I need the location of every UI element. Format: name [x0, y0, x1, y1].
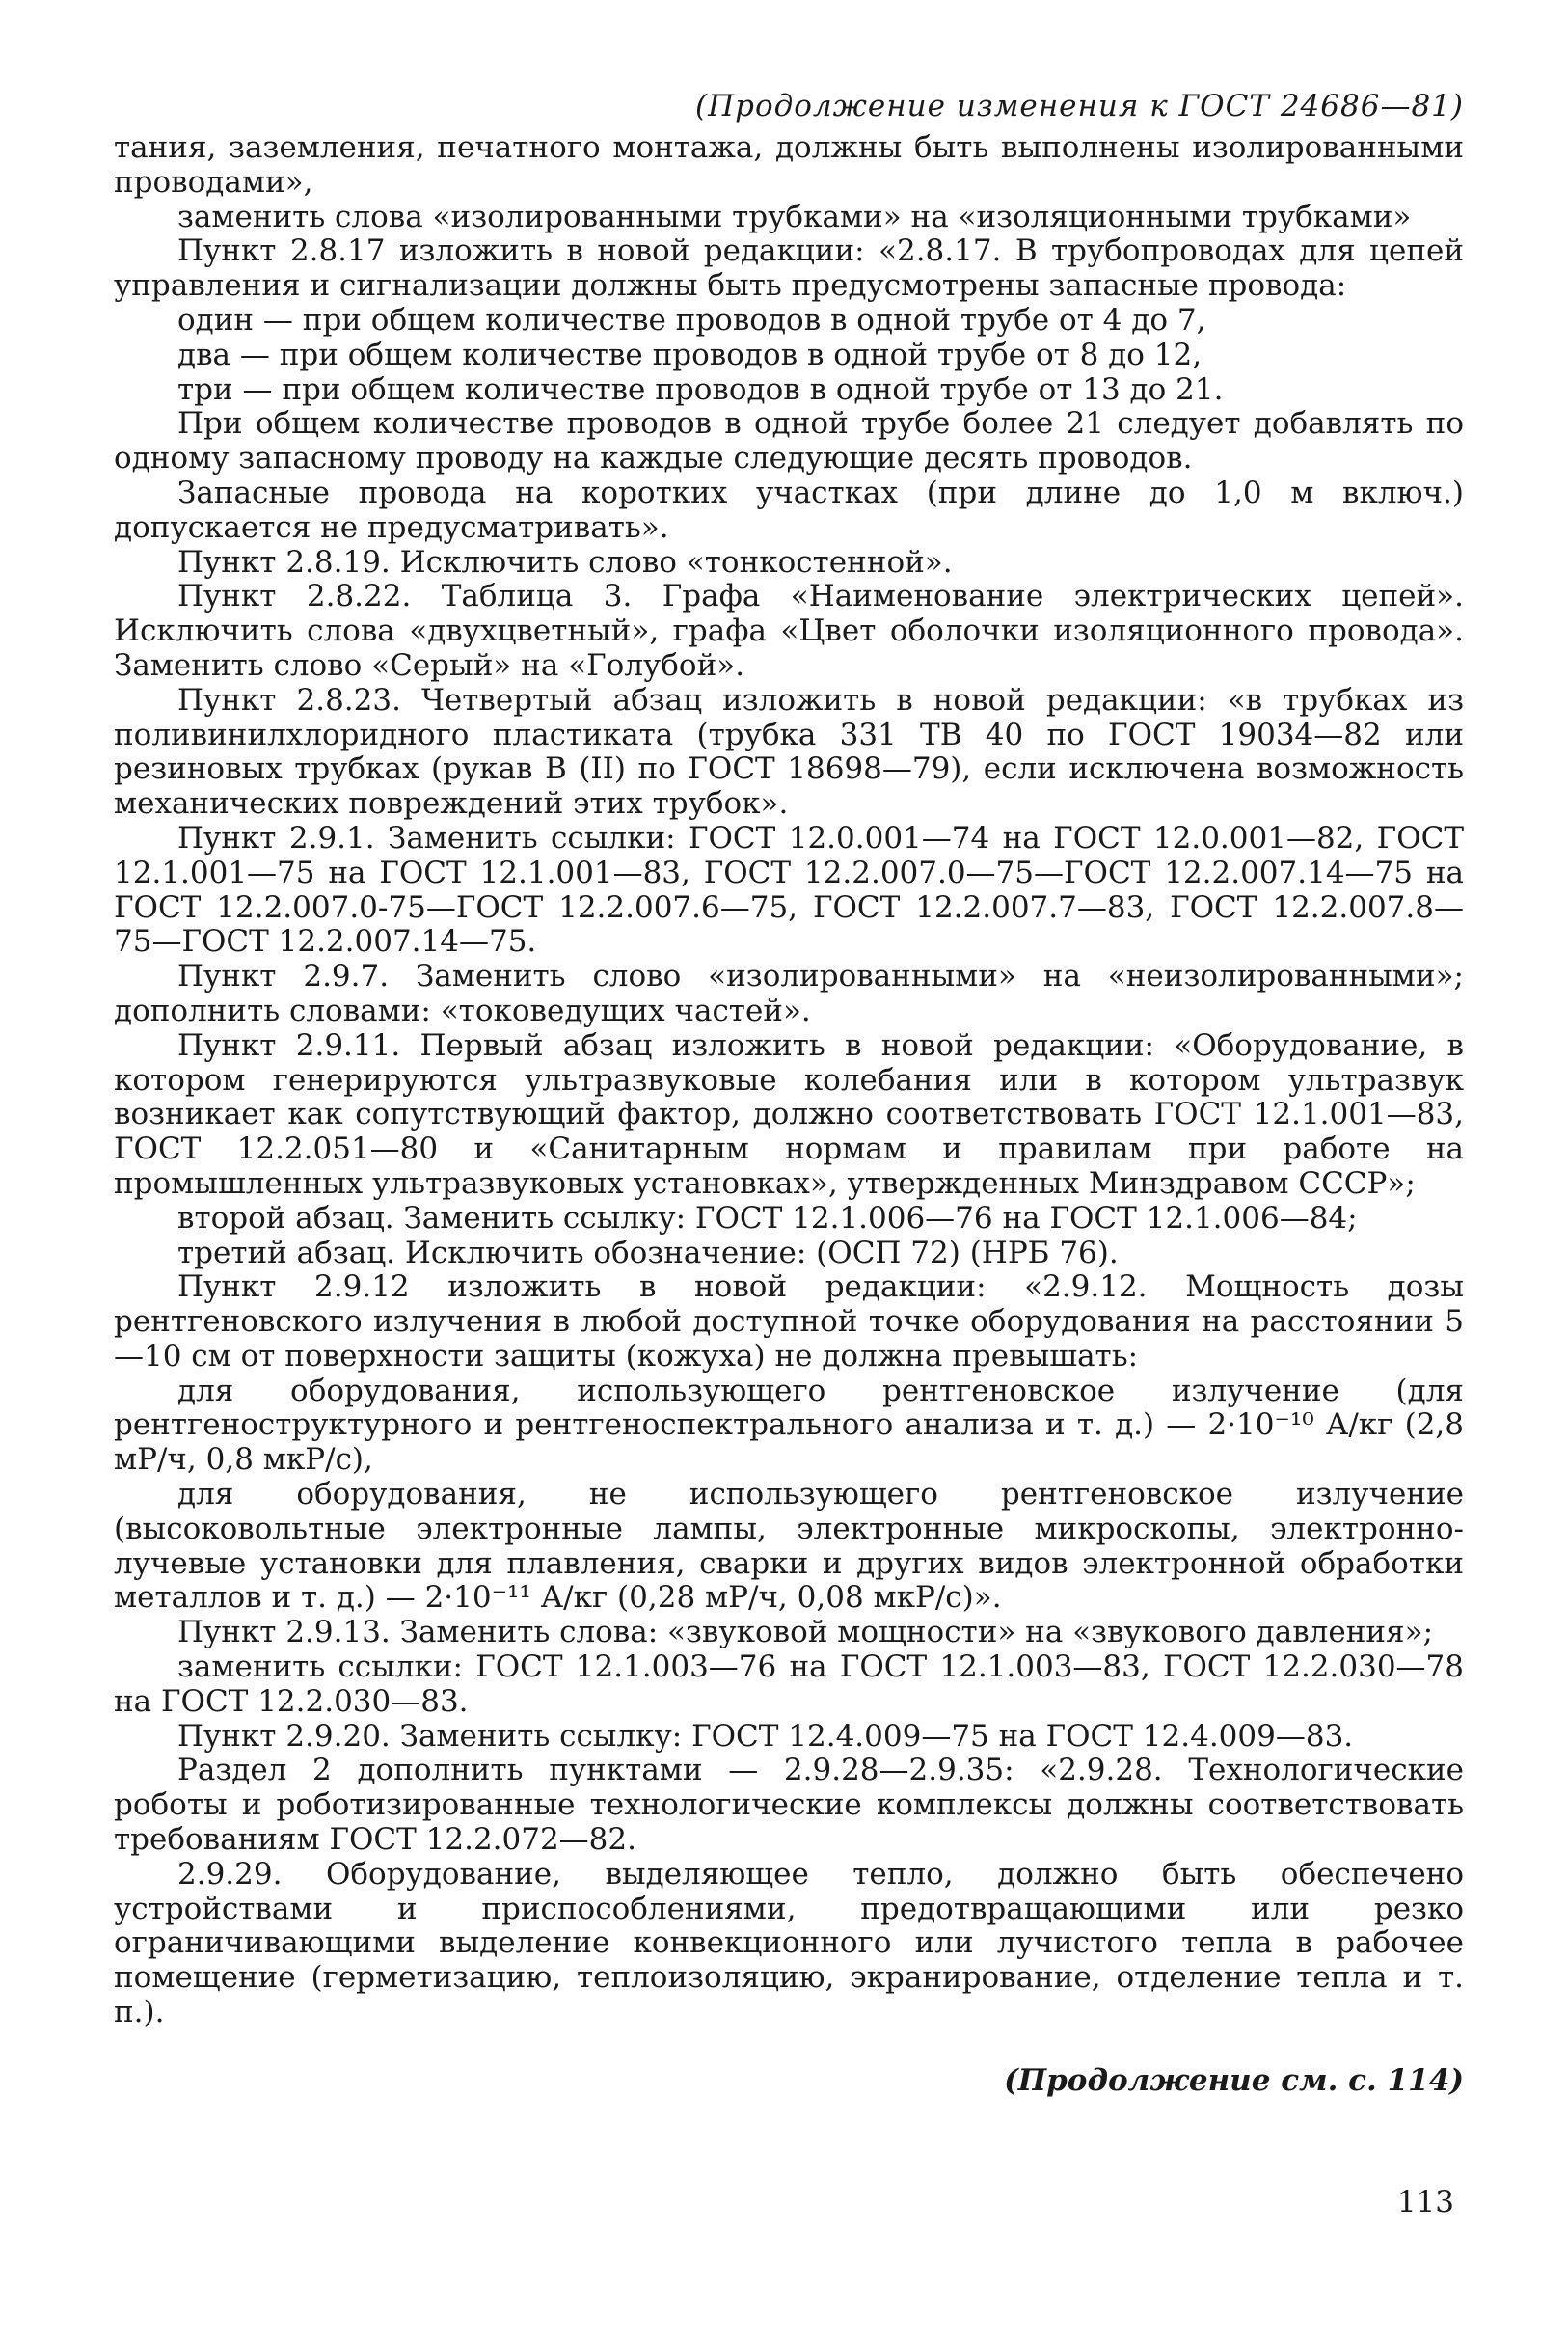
- paragraph: три — при общем количестве проводов в одной трубе от 13 до 21.: [177, 371, 1224, 407]
- paragraph: Пункт 2.9.12 изложить в новой редакции: «2.9.12. Мощность дозы рентгеновского излучения в любой доступной точке оборудования на расстоянии 5—10 см от поверхности защиты (кожуха) не должна превышать:: [114, 1269, 1464, 1374]
- continuation-note: (Продолжение см. с. 114): [1004, 2062, 1464, 2098]
- page-number: 113: [1396, 2185, 1454, 2220]
- paragraph: для оборудования, использующего рентгеновское излучение (для рентгеноструктурного и рентгеноспектрального анализа и т. д.) — 2·10⁻¹⁰ А/кг (2,8 мР/ч, 0,8 мкР/с),: [114, 1373, 1464, 1478]
- paragraph: Пункт 2.9.20. Заменить ссылку: ГОСТ 12.4.009—75 на ГОСТ 12.4.009—83.: [177, 1718, 1354, 1754]
- paragraph: для оборудования, не использующего рентгеновское излучение (высоковольтные электронные лампы, электронные микроскопы, электронно-лучевые установки для плавления, сварки и других видов электронной обработки металлов и т. д.) — 2·10⁻¹¹ А/кг (0,28 мР/ч, 0,08 мкР/с)».: [114, 1477, 1464, 1616]
- body-text: [114, 131, 1464, 2030]
- paragraph: один — при общем количестве проводов в одной трубе от 4 до 7,: [177, 302, 1206, 338]
- paragraph: Пункт 2.9.1. Заменить ссылки: ГОСТ 12.0.001—74 на ГОСТ 12.0.001—82, ГОСТ 12.1.001—75 на ГОСТ 12.1.001—83, ГОСТ 12.2.007.0—75—ГОСТ 12.2.007.14—75 на ГОСТ 12.2.007.0-75—ГОСТ 12.2.007.6—75, ГОСТ 12.2.007.7—83, ГОСТ 12.2.007.8—75—ГОСТ 12.2.007.14—75.: [114, 820, 1464, 960]
- paragraph: Пункт 2.9.11. Первый абзац изложить в новой редакции: «Оборудование, в котором генерируются ультразвуковые колебания или в котором ультразвук возникает как сопутствующий фактор, должно соответствовать ГОСТ 12.1.001—83, ГОСТ 12.2.051—80 и «Санитарным нормам и правилам при работе на промышленных ультразвуковых установках», утвержденных Минздравом СССР»;: [114, 1027, 1464, 1201]
- paragraph: третий абзац. Исключить обозначение: (ОСП 72) (НРБ 76).: [177, 1235, 1119, 1270]
- paragraph: Запасные провода на коротких участках (при длине до 1,0 м включ.) допускается не предусматривать».: [114, 475, 1464, 545]
- paragraph: второй абзац. Заменить ссылку: ГОСТ 12.1.006—76 на ГОСТ 12.1.006—84;: [177, 1200, 1358, 1236]
- page-header: (Продолжение изменения к ГОСТ 24686—81): [694, 89, 1464, 123]
- paragraph: Пункт 2.8.22. Таблица 3. Графа «Наименование электрических цепей». Исключить слова «двухцветный», графа «Цвет оболочки изоляционного провода». Заменить слово «Серый» на «Голубой».: [114, 579, 1464, 683]
- paragraph: Раздел 2 дополнить пунктами — 2.9.28—2.9.35: «2.9.28. Технологические роботы и роботизированные технологические комплексы должны соответствовать требованиям ГОСТ 12.2.072—82.: [114, 1753, 1464, 1858]
- paragraph: Пункт 2.8.23. Четвертый абзац изложить в новой редакции: «в трубках из поливинилхлоридного пластиката (трубка 331 ТВ 40 по ГОСТ 19034—82 или резиновых трубках (рукав В (II) по ГОСТ 18698—79), если исключена возможность механических повреждений этих трубок».: [114, 682, 1464, 822]
- paragraph: Пункт 2.9.13. Заменить слова: «звуковой мощности» на «звукового давления»;: [177, 1615, 1434, 1650]
- paragraph: Пункт 2.8.19. Исключить слово «тонкостенной».: [177, 544, 953, 580]
- paragraph: 2.9.29. Оборудование, выделяющее тепло, должно быть обеспечено устройствами и приспособлениями, предотвращающими или резко ограничивающими выделение конвекционного или лучистого тепла в рабочее помещение (герметизацию, теплоизоляцию, экранирование, отделение тепла и т. п.).: [114, 1856, 1464, 2030]
- paragraph: Пункт 2.8.17 изложить в новой редакции: «2.8.17. В трубопроводах для цепей управления и сигнализации должны быть предусмотрены запасные провода:: [114, 233, 1464, 304]
- paragraph: тания, заземления, печатного монтажа, должны быть выполнены изолированными проводами»,: [114, 130, 1464, 200]
- paragraph: заменить ссылки: ГОСТ 12.1.003—76 на ГОСТ 12.1.003—83, ГОСТ 12.2.030—78 на ГОСТ 12.2.030—83.: [114, 1649, 1464, 1719]
- paragraph: Пункт 2.9.7. Заменить слово «изолированными» на «неизолированными»; дополнить словами: «токоведущих частей».: [114, 959, 1464, 1028]
- document-page: [114, 89, 1464, 2098]
- paragraph: При общем количестве проводов в одной трубе более 21 следует добавлять по одному запасному проводу на каждые следующие десять проводов.: [114, 406, 1464, 477]
- paragraph: два — при общем количестве проводов в одной трубе от 8 до 12,: [177, 337, 1203, 372]
- paragraph: заменить слова «изолированными трубками» на «изоляционными трубками»: [177, 199, 1412, 234]
